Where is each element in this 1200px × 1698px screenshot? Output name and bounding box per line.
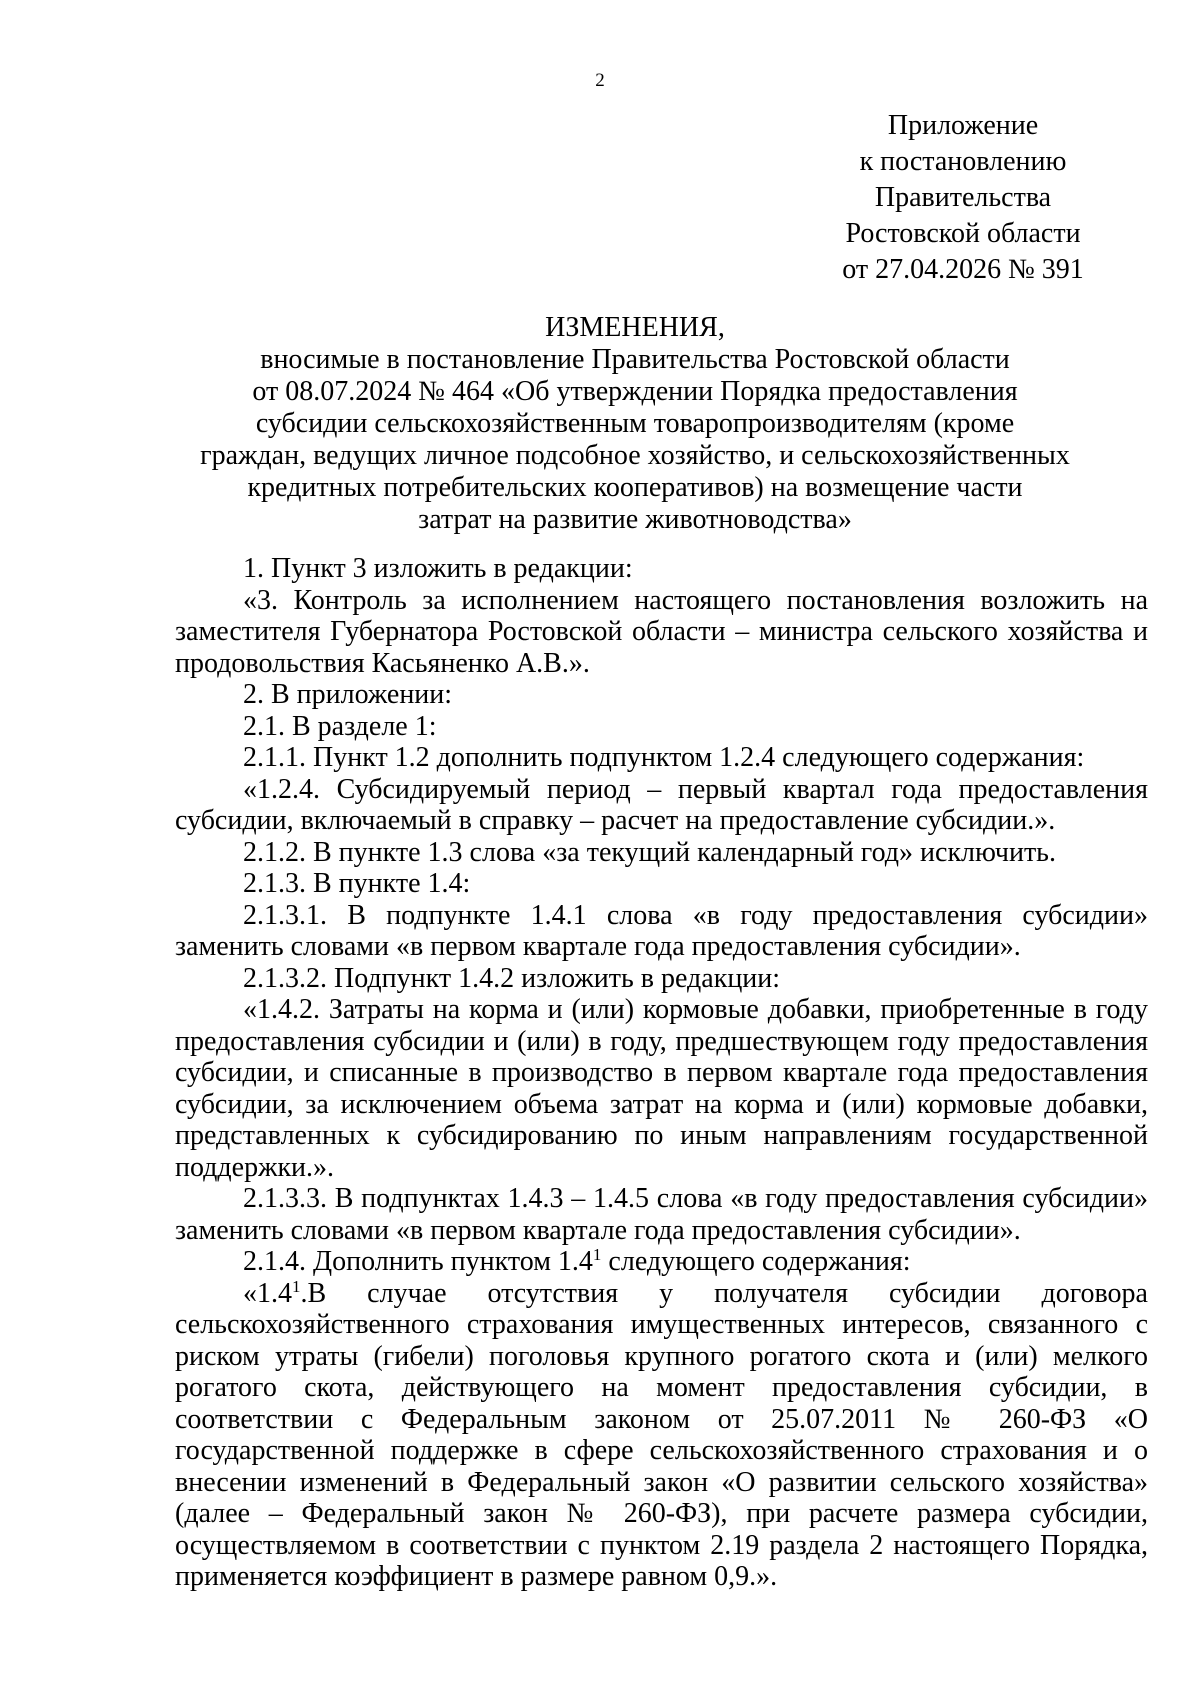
paragraph-quote-1-4-2: «1.4.2. Затраты на корма и (или) кормовые добавки, приобретенные в году предоставления субсидии и (или) в году, предшествующем году предоставления субсидии, и списанные в производство в первом квартале года предоставления субсидии, за исключением объема затрат на корма и (или) кормовые добавки, представленных к субсидированию по иным направлениям государственной поддержки.». <box>175 994 1148 1183</box>
paragraph-item-1: 1. Пункт 3 изложить в редакции: <box>243 553 633 584</box>
paragraph-quote-1-4-1 <box>175 1278 1148 1593</box>
document-body <box>175 553 1148 1593</box>
paragraph-item-2-1-1: 2.1.1. Пункт 1.2 дополнить подпунктом 1.2.4 следующего содержания: <box>243 742 1085 773</box>
paragraph-quote-1-2-4: «1.2.4. Субсидируемый период – первый квартал года предоставления субсидии, включаемый в справку – расчет на предоставление субсидии.». <box>175 773 1148 836</box>
title-line: граждан, ведущих личное подсобное хозяйство, и сельскохозяйственных <box>200 440 1070 471</box>
title-line: от 08.07.2024 № 464 «Об утверждении Порядка предоставления <box>252 376 1018 407</box>
paragraph-item-2-1-3: 2.1.3. В пункте 1.4: <box>243 868 471 899</box>
paragraph-quote-item-3: «3. Контроль за исполнением настоящего постановления возложить на заместителя Губернатора Ростовской области – министра сельского хозяйства и продовольствия Касьяненко А.В.». <box>175 584 1148 679</box>
text-run: .В случае отсутствия у получателя субсидии договора сельскохозяйственного страхования имущественных интересов, связанного с риском утраты (гибели) поголовья крупного рогатого скота и (или) мелкого рогатого скота, действующего на момент предоставления субсидии, в соответствии с Федеральным законом от 25.07.2011 № 260-ФЗ «О государственной поддержке в сфере сельскохозяйственного страхования и о внесении изменений в Федеральный закон «О развитии сельского хозяйства» (далее – Федеральный закон № 260-ФЗ), при расчете размера субсидии, осуществляемом в соответствии с пунктом 2.19 раздела 2 настоящего Порядка, применяется коэффициент в размере равном 0,9.». <box>175 1277 1148 1592</box>
page-number: 2 <box>595 70 605 91</box>
appendix-header <box>828 108 1098 288</box>
superscript: 1 <box>292 1276 301 1296</box>
document-title <box>170 312 1100 536</box>
title-line: субсидии сельскохозяйственным товаропроизводителям (кроме <box>255 408 1015 439</box>
paragraph-item-2-1-2: 2.1.2. В пункте 1.3 слова «за текущий календарный год» исключить. <box>243 836 1056 868</box>
appendix-line: от 27.04.2026 № 391 <box>842 254 1084 285</box>
appendix-line: к постановлению <box>859 146 1067 177</box>
title-line: вносимые в постановление Правительства Ростовской области <box>260 344 1010 375</box>
appendix-line: Ростовской области <box>845 218 1081 249</box>
paragraph-item-2: 2. В приложении: <box>243 679 453 710</box>
text-run: «1.4 <box>243 1277 292 1309</box>
paragraph-item-2-1-3-2: 2.1.3.2. Подпункт 1.4.2 изложить в редакции: <box>243 962 781 994</box>
text-run: 2.1.4. Дополнить пунктом 1.4 <box>243 1246 593 1277</box>
title-heading: ИЗМЕНЕНИЯ, <box>545 312 725 343</box>
title-line: кредитных потребительских кооперативов) на возмещение части <box>247 472 1023 503</box>
appendix-line: Приложение <box>887 110 1039 141</box>
paragraph-item-2-1-3-1: 2.1.3.1. В подпункте 1.4.1 слова «в году предоставления субсидии» заменить словами «в первом квартале года предоставления субсидии». <box>175 899 1148 962</box>
paragraph-item-2-1: 2.1. В разделе 1: <box>243 710 437 742</box>
text-run: следующего содержания: <box>601 1246 911 1277</box>
title-line: затрат на развитие животноводства» <box>418 504 852 535</box>
paragraph-item-2-1-4 <box>175 1246 1148 1278</box>
appendix-line: Правительства <box>874 182 1052 213</box>
superscript: 1 <box>592 1245 602 1264</box>
paragraph-item-2-1-3-3: 2.1.3.3. В подпунктах 1.4.3 – 1.4.5 слова «в году предоставления субсидии» заменить словами «в первом квартале года предоставления субсидии». <box>175 1183 1148 1246</box>
